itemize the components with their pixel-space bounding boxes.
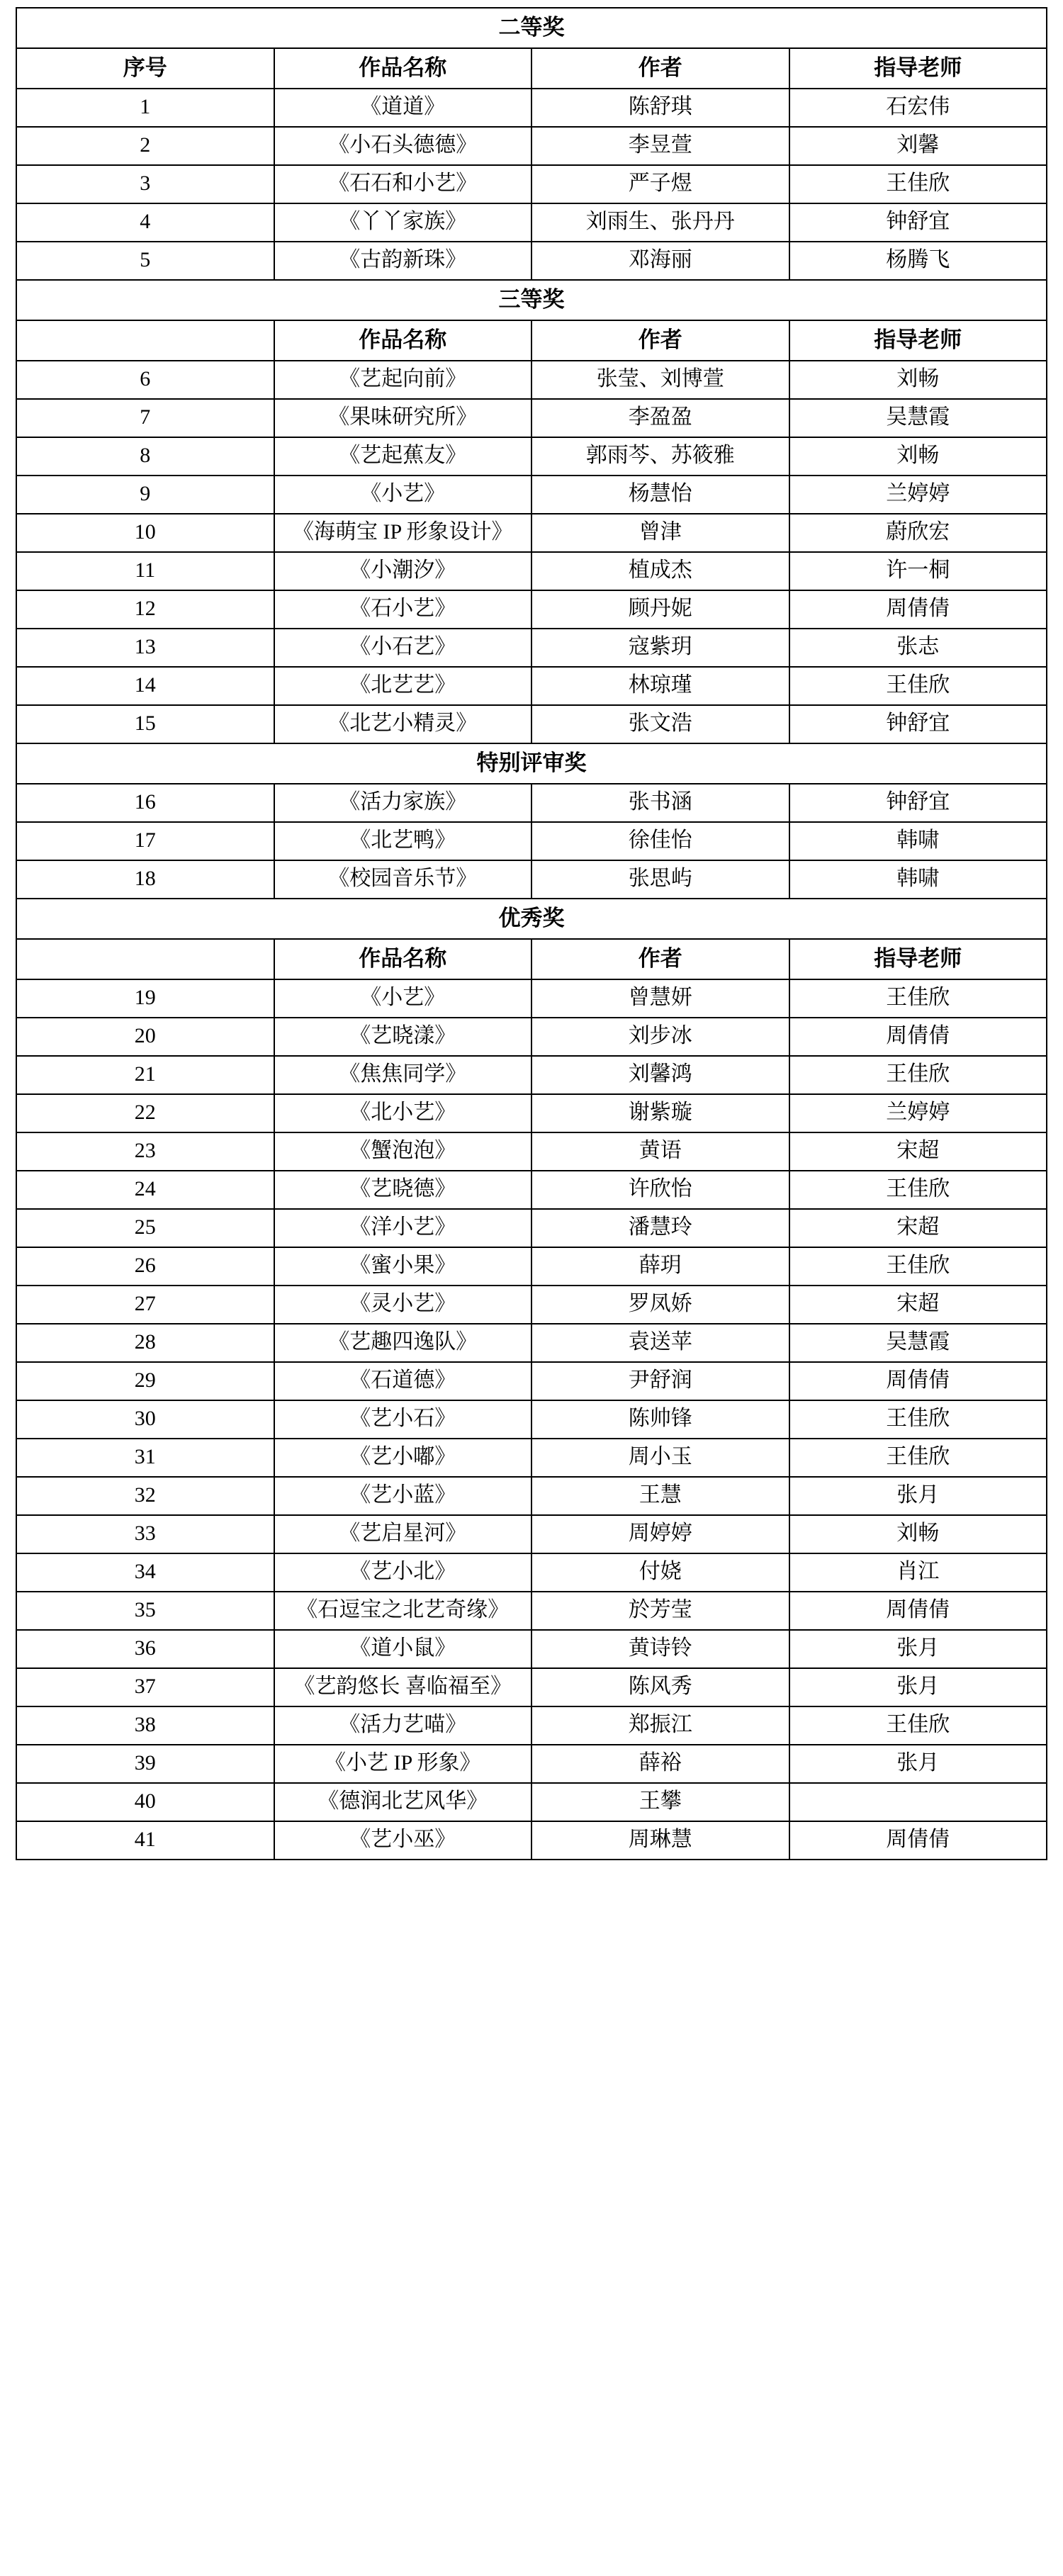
cell-author: 谢紫璇 bbox=[532, 1094, 789, 1132]
cell-work-name: 《小艺 IP 形象》 bbox=[274, 1745, 532, 1783]
column-header-author: 作者 bbox=[532, 48, 789, 89]
cell-author: 黄语 bbox=[532, 1132, 789, 1171]
cell-no: 2 bbox=[16, 127, 274, 165]
section-title: 二等奖 bbox=[16, 8, 1047, 48]
table-row bbox=[16, 1056, 1047, 1094]
cell-no: 34 bbox=[16, 1553, 274, 1592]
cell-author: 张文浩 bbox=[532, 705, 789, 743]
cell-work-name: 《艺韵悠长 喜临福至》 bbox=[274, 1668, 532, 1706]
cell-work-name: 《艺趣四逸队》 bbox=[274, 1324, 532, 1362]
table-row bbox=[16, 1324, 1047, 1362]
award-table-body bbox=[16, 8, 1047, 1860]
column-header-tutor: 指导老师 bbox=[789, 939, 1047, 979]
cell-work-name: 《小艺》 bbox=[274, 476, 532, 514]
table-row bbox=[16, 242, 1047, 280]
cell-tutor: 钟舒宜 bbox=[789, 784, 1047, 822]
table-row bbox=[16, 1132, 1047, 1171]
table-row bbox=[16, 203, 1047, 242]
cell-no: 9 bbox=[16, 476, 274, 514]
cell-author: 林琼瑾 bbox=[532, 667, 789, 705]
section-title-row bbox=[16, 280, 1047, 320]
cell-tutor: 刘畅 bbox=[789, 1515, 1047, 1553]
cell-tutor: 蔚欣宏 bbox=[789, 514, 1047, 552]
cell-tutor: 周倩倩 bbox=[789, 1821, 1047, 1860]
cell-work-name: 《古韵新珠》 bbox=[274, 242, 532, 280]
cell-no: 15 bbox=[16, 705, 274, 743]
cell-tutor: 刘馨 bbox=[789, 127, 1047, 165]
cell-no: 40 bbox=[16, 1783, 274, 1821]
column-header-no: 序号 bbox=[16, 48, 274, 89]
cell-work-name: 《艺晓漾》 bbox=[274, 1018, 532, 1056]
table-row bbox=[16, 1018, 1047, 1056]
cell-author: 曾津 bbox=[532, 514, 789, 552]
cell-no: 16 bbox=[16, 784, 274, 822]
column-header-author: 作者 bbox=[532, 320, 789, 361]
cell-author: 许欣怡 bbox=[532, 1171, 789, 1209]
cell-work-name: 《艺小巫》 bbox=[274, 1821, 532, 1860]
cell-no: 30 bbox=[16, 1400, 274, 1439]
cell-author: 寇紫玥 bbox=[532, 629, 789, 667]
table-row bbox=[16, 1592, 1047, 1630]
cell-work-name: 《活力家族》 bbox=[274, 784, 532, 822]
cell-author: 李盈盈 bbox=[532, 399, 789, 437]
cell-work-name: 《北艺艺》 bbox=[274, 667, 532, 705]
cell-no: 7 bbox=[16, 399, 274, 437]
section-title-row bbox=[16, 899, 1047, 939]
cell-tutor: 王佳欣 bbox=[789, 1706, 1047, 1745]
cell-tutor: 王佳欣 bbox=[789, 979, 1047, 1018]
cell-work-name: 《焦焦同学》 bbox=[274, 1056, 532, 1094]
column-header-row bbox=[16, 320, 1047, 361]
table-row bbox=[16, 89, 1047, 127]
table-row bbox=[16, 1209, 1047, 1247]
cell-author: 李昱萱 bbox=[532, 127, 789, 165]
cell-tutor: 宋超 bbox=[789, 1209, 1047, 1247]
cell-work-name: 《石石和小艺》 bbox=[274, 165, 532, 203]
table-row bbox=[16, 1362, 1047, 1400]
table-row bbox=[16, 1630, 1047, 1668]
cell-work-name: 《艺小石》 bbox=[274, 1400, 532, 1439]
cell-author: 张莹、刘博萱 bbox=[532, 361, 789, 399]
cell-author: 曾慧妍 bbox=[532, 979, 789, 1018]
section-title: 三等奖 bbox=[16, 280, 1047, 320]
column-header-work-name: 作品名称 bbox=[274, 48, 532, 89]
cell-no: 35 bbox=[16, 1592, 274, 1630]
column-header-no bbox=[16, 939, 274, 979]
cell-tutor: 肖江 bbox=[789, 1553, 1047, 1592]
cell-author: 顾丹妮 bbox=[532, 590, 789, 629]
cell-work-name: 《果味研究所》 bbox=[274, 399, 532, 437]
cell-author: 杨慧怡 bbox=[532, 476, 789, 514]
cell-tutor: 王佳欣 bbox=[789, 1400, 1047, 1439]
table-row bbox=[16, 552, 1047, 590]
cell-author: 薛玥 bbox=[532, 1247, 789, 1286]
cell-author: 周婷婷 bbox=[532, 1515, 789, 1553]
cell-tutor: 王佳欣 bbox=[789, 165, 1047, 203]
cell-author: 刘雨生、张丹丹 bbox=[532, 203, 789, 242]
table-row bbox=[16, 1515, 1047, 1553]
cell-work-name: 《丫丫家族》 bbox=[274, 203, 532, 242]
cell-tutor: 钟舒宜 bbox=[789, 705, 1047, 743]
cell-work-name: 《艺启星河》 bbox=[274, 1515, 532, 1553]
cell-author: 於芳莹 bbox=[532, 1592, 789, 1630]
cell-author: 袁送苹 bbox=[532, 1324, 789, 1362]
cell-work-name: 《蟹泡泡》 bbox=[274, 1132, 532, 1171]
cell-no: 10 bbox=[16, 514, 274, 552]
cell-tutor: 王佳欣 bbox=[789, 1056, 1047, 1094]
column-header-row bbox=[16, 48, 1047, 89]
column-header-work-name: 作品名称 bbox=[274, 939, 532, 979]
cell-tutor: 周倩倩 bbox=[789, 1362, 1047, 1400]
table-row bbox=[16, 1286, 1047, 1324]
cell-work-name: 《小石头德德》 bbox=[274, 127, 532, 165]
cell-work-name: 《道道》 bbox=[274, 89, 532, 127]
table-row bbox=[16, 590, 1047, 629]
cell-author: 黄诗铃 bbox=[532, 1630, 789, 1668]
cell-no: 4 bbox=[16, 203, 274, 242]
cell-no: 23 bbox=[16, 1132, 274, 1171]
table-row bbox=[16, 667, 1047, 705]
cell-author: 郭雨芩、苏筱雅 bbox=[532, 437, 789, 476]
cell-author: 王慧 bbox=[532, 1477, 789, 1515]
cell-tutor: 钟舒宜 bbox=[789, 203, 1047, 242]
cell-author: 张思屿 bbox=[532, 860, 789, 899]
table-row bbox=[16, 1706, 1047, 1745]
cell-author: 植成杰 bbox=[532, 552, 789, 590]
cell-tutor: 兰婷婷 bbox=[789, 1094, 1047, 1132]
cell-tutor: 韩啸 bbox=[789, 860, 1047, 899]
cell-tutor: 张月 bbox=[789, 1477, 1047, 1515]
table-row bbox=[16, 1821, 1047, 1860]
cell-author: 陈帅锋 bbox=[532, 1400, 789, 1439]
cell-no: 41 bbox=[16, 1821, 274, 1860]
cell-no: 18 bbox=[16, 860, 274, 899]
table-row bbox=[16, 127, 1047, 165]
cell-no: 8 bbox=[16, 437, 274, 476]
cell-tutor: 许一桐 bbox=[789, 552, 1047, 590]
cell-author: 陈风秀 bbox=[532, 1668, 789, 1706]
cell-no: 33 bbox=[16, 1515, 274, 1553]
cell-tutor: 刘畅 bbox=[789, 437, 1047, 476]
cell-work-name: 《艺起蕉友》 bbox=[274, 437, 532, 476]
cell-no: 36 bbox=[16, 1630, 274, 1668]
table-row bbox=[16, 1553, 1047, 1592]
cell-tutor: 宋超 bbox=[789, 1286, 1047, 1324]
cell-no: 25 bbox=[16, 1209, 274, 1247]
cell-tutor: 杨腾飞 bbox=[789, 242, 1047, 280]
table-row bbox=[16, 361, 1047, 399]
cell-tutor: 张志 bbox=[789, 629, 1047, 667]
cell-work-name: 《蜜小果》 bbox=[274, 1247, 532, 1286]
cell-no: 13 bbox=[16, 629, 274, 667]
cell-work-name: 《北艺鸭》 bbox=[274, 822, 532, 860]
cell-no: 11 bbox=[16, 552, 274, 590]
cell-author: 周小玉 bbox=[532, 1439, 789, 1477]
cell-no: 6 bbox=[16, 361, 274, 399]
cell-work-name: 《北艺小精灵》 bbox=[274, 705, 532, 743]
table-row bbox=[16, 165, 1047, 203]
section-title-row bbox=[16, 8, 1047, 48]
cell-work-name: 《小潮汐》 bbox=[274, 552, 532, 590]
cell-no: 38 bbox=[16, 1706, 274, 1745]
cell-author: 尹舒润 bbox=[532, 1362, 789, 1400]
cell-no: 39 bbox=[16, 1745, 274, 1783]
table-row bbox=[16, 1171, 1047, 1209]
table-row bbox=[16, 860, 1047, 899]
cell-no: 37 bbox=[16, 1668, 274, 1706]
cell-author: 刘馨鸿 bbox=[532, 1056, 789, 1094]
cell-tutor: 周倩倩 bbox=[789, 1592, 1047, 1630]
cell-tutor: 兰婷婷 bbox=[789, 476, 1047, 514]
cell-no: 22 bbox=[16, 1094, 274, 1132]
column-header-tutor: 指导老师 bbox=[789, 48, 1047, 89]
cell-work-name: 《校园音乐节》 bbox=[274, 860, 532, 899]
cell-work-name: 《艺晓德》 bbox=[274, 1171, 532, 1209]
cell-no: 14 bbox=[16, 667, 274, 705]
cell-work-name: 《小石艺》 bbox=[274, 629, 532, 667]
cell-no: 5 bbox=[16, 242, 274, 280]
table-row bbox=[16, 1439, 1047, 1477]
cell-author: 罗凤娇 bbox=[532, 1286, 789, 1324]
table-row bbox=[16, 979, 1047, 1018]
cell-work-name: 《石小艺》 bbox=[274, 590, 532, 629]
cell-work-name: 《小艺》 bbox=[274, 979, 532, 1018]
cell-work-name: 《灵小艺》 bbox=[274, 1286, 532, 1324]
cell-tutor: 宋超 bbox=[789, 1132, 1047, 1171]
cell-tutor: 王佳欣 bbox=[789, 1171, 1047, 1209]
table-row bbox=[16, 784, 1047, 822]
cell-tutor: 王佳欣 bbox=[789, 667, 1047, 705]
cell-author: 郑振江 bbox=[532, 1706, 789, 1745]
table-row bbox=[16, 1783, 1047, 1821]
column-header-tutor: 指导老师 bbox=[789, 320, 1047, 361]
cell-no: 20 bbox=[16, 1018, 274, 1056]
column-header-work-name: 作品名称 bbox=[274, 320, 532, 361]
table-row bbox=[16, 437, 1047, 476]
cell-no: 19 bbox=[16, 979, 274, 1018]
cell-no: 32 bbox=[16, 1477, 274, 1515]
cell-tutor bbox=[789, 1783, 1047, 1821]
cell-work-name: 《艺小北》 bbox=[274, 1553, 532, 1592]
award-table bbox=[16, 7, 1047, 1860]
cell-author: 薛裕 bbox=[532, 1745, 789, 1783]
cell-tutor: 王佳欣 bbox=[789, 1439, 1047, 1477]
cell-author: 付娆 bbox=[532, 1553, 789, 1592]
cell-no: 26 bbox=[16, 1247, 274, 1286]
cell-tutor: 韩啸 bbox=[789, 822, 1047, 860]
cell-tutor: 周倩倩 bbox=[789, 590, 1047, 629]
column-header-author: 作者 bbox=[532, 939, 789, 979]
cell-work-name: 《海萌宝 IP 形象设计》 bbox=[274, 514, 532, 552]
cell-work-name: 《北小艺》 bbox=[274, 1094, 532, 1132]
cell-work-name: 《石道德》 bbox=[274, 1362, 532, 1400]
cell-no: 31 bbox=[16, 1439, 274, 1477]
column-header-row bbox=[16, 939, 1047, 979]
cell-no: 29 bbox=[16, 1362, 274, 1400]
cell-no: 28 bbox=[16, 1324, 274, 1362]
table-row bbox=[16, 705, 1047, 743]
table-row bbox=[16, 514, 1047, 552]
table-row bbox=[16, 629, 1047, 667]
cell-work-name: 《道小鼠》 bbox=[274, 1630, 532, 1668]
cell-no: 27 bbox=[16, 1286, 274, 1324]
cell-author: 徐佳怡 bbox=[532, 822, 789, 860]
cell-tutor: 张月 bbox=[789, 1668, 1047, 1706]
cell-author: 张书涵 bbox=[532, 784, 789, 822]
cell-no: 24 bbox=[16, 1171, 274, 1209]
cell-tutor: 刘畅 bbox=[789, 361, 1047, 399]
cell-work-name: 《艺起向前》 bbox=[274, 361, 532, 399]
cell-tutor: 吴慧霞 bbox=[789, 399, 1047, 437]
cell-tutor: 张月 bbox=[789, 1630, 1047, 1668]
cell-tutor: 吴慧霞 bbox=[789, 1324, 1047, 1362]
cell-no: 21 bbox=[16, 1056, 274, 1094]
cell-work-name: 《活力艺喵》 bbox=[274, 1706, 532, 1745]
cell-tutor: 周倩倩 bbox=[789, 1018, 1047, 1056]
cell-work-name: 《石逗宝之北艺奇缘》 bbox=[274, 1592, 532, 1630]
cell-author: 潘慧玲 bbox=[532, 1209, 789, 1247]
cell-author: 严子煜 bbox=[532, 165, 789, 203]
cell-tutor: 张月 bbox=[789, 1745, 1047, 1783]
table-row bbox=[16, 1745, 1047, 1783]
table-row bbox=[16, 399, 1047, 437]
cell-tutor: 石宏伟 bbox=[789, 89, 1047, 127]
table-row bbox=[16, 822, 1047, 860]
cell-no: 1 bbox=[16, 89, 274, 127]
cell-work-name: 《德润北艺风华》 bbox=[274, 1783, 532, 1821]
table-row bbox=[16, 476, 1047, 514]
cell-author: 刘步冰 bbox=[532, 1018, 789, 1056]
cell-author: 周琳慧 bbox=[532, 1821, 789, 1860]
table-row bbox=[16, 1668, 1047, 1706]
cell-no: 12 bbox=[16, 590, 274, 629]
table-row bbox=[16, 1094, 1047, 1132]
cell-tutor: 王佳欣 bbox=[789, 1247, 1047, 1286]
cell-author: 王攀 bbox=[532, 1783, 789, 1821]
section-title-row bbox=[16, 743, 1047, 784]
cell-author: 陈舒琪 bbox=[532, 89, 789, 127]
section-title: 特别评审奖 bbox=[16, 743, 1047, 784]
cell-no: 3 bbox=[16, 165, 274, 203]
cell-no: 17 bbox=[16, 822, 274, 860]
table-row bbox=[16, 1400, 1047, 1439]
section-title: 优秀奖 bbox=[16, 899, 1047, 939]
cell-author: 邓海丽 bbox=[532, 242, 789, 280]
cell-work-name: 《洋小艺》 bbox=[274, 1209, 532, 1247]
cell-work-name: 《艺小嘟》 bbox=[274, 1439, 532, 1477]
column-header-no bbox=[16, 320, 274, 361]
table-row bbox=[16, 1477, 1047, 1515]
table-row bbox=[16, 1247, 1047, 1286]
cell-work-name: 《艺小蓝》 bbox=[274, 1477, 532, 1515]
